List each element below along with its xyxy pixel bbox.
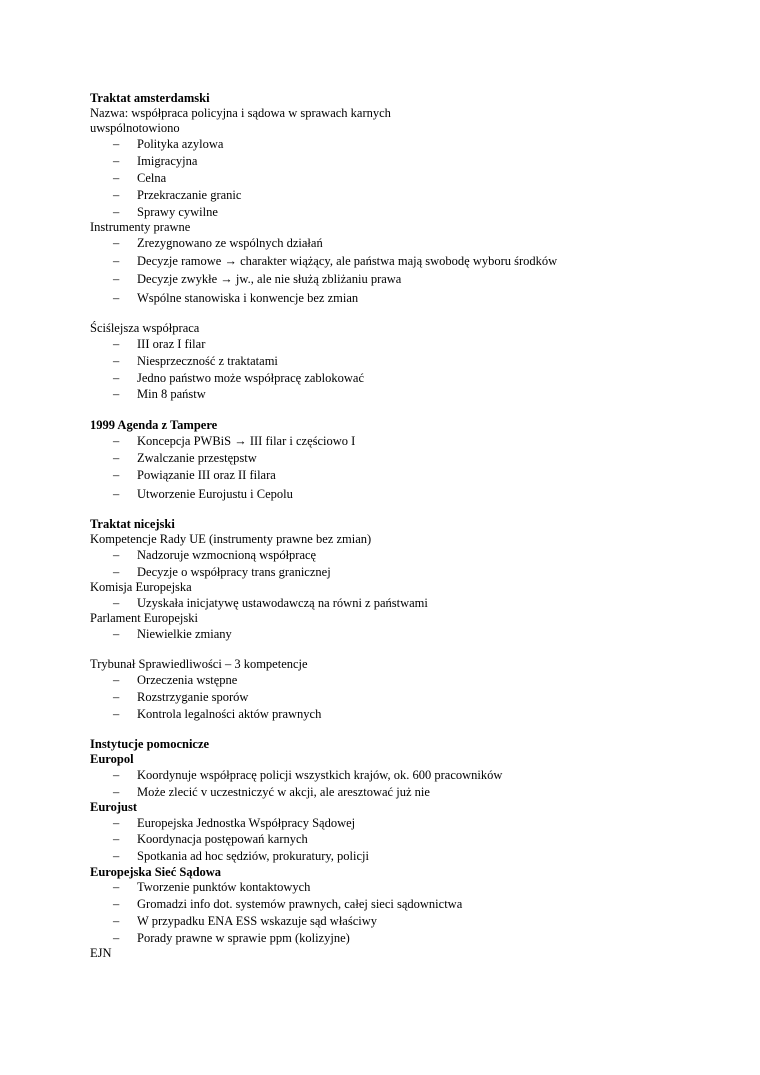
bullet-item: – Min 8 państw xyxy=(113,387,206,401)
bullet-item: – Koordynuje współpracę policji wszystkich krajów, ok. 600 pracowników xyxy=(113,768,503,782)
text-line: EJN xyxy=(90,946,112,960)
text-line: Ściślejsza współpraca xyxy=(90,321,200,335)
bullet-item: – W przypadku ENA ESS wskazuje sąd właściwy xyxy=(113,914,378,928)
text-line: Kompetencje Rady UE (instrumenty prawne bez zmian) xyxy=(90,532,372,546)
bullet-item: – Rozstrzyganie sporów xyxy=(113,690,249,704)
bullet-item: – Niesprzeczność z traktatami xyxy=(113,354,278,368)
bullet-item: – Kontrola legalności aktów prawnych xyxy=(113,707,322,721)
bullet-item: – III oraz I filar xyxy=(113,337,206,351)
text-line: Trybunał Sprawiedliwości – 3 kompetencje xyxy=(90,657,308,671)
bullet-item: – Tworzenie punktów kontaktowych xyxy=(113,880,311,894)
bullet-item: – Polityka azylowa xyxy=(113,137,224,151)
bullet-item: – Zwalczanie przestępstw xyxy=(113,451,257,465)
heading-eurojust: Eurojust xyxy=(90,800,138,814)
text-line: Instrumenty prawne xyxy=(90,220,191,234)
bullet-item: – Wspólne stanowiska i konwencje bez zmian xyxy=(113,291,359,305)
bullet-item: – Niewielkie zmiany xyxy=(113,627,232,641)
text-line: Komisja Europejska xyxy=(90,580,192,594)
bullet-item: – Zrezygnowano ze wspólnych działań xyxy=(113,236,323,250)
heading-europejska-siec-sadowa: Europejska Sieć Sądowa xyxy=(90,865,222,879)
bullet-item: – Decyzje ramowe → charakter wiążący, ale państwa mają swobodę wyboru środków xyxy=(113,254,558,268)
bullet-item: – Koncepcja PWBiS → III filar i częściowo I xyxy=(113,434,356,448)
bullet-item: – Celna xyxy=(113,171,167,185)
text-line: Nazwa: współpraca policyjna i sądowa w sprawach karnych xyxy=(90,106,391,120)
bullet-item: – Uzyskała inicjatywę ustawodawczą na równi z państwami xyxy=(113,596,428,610)
bullet-item: – Koordynacja postępowań karnych xyxy=(113,832,308,846)
text-line: Parlament Europejski xyxy=(90,611,198,625)
bullet-item: – Gromadzi info dot. systemów prawnych, całej sieci sądownictwa xyxy=(113,897,463,911)
heading-traktat-nicejski: Traktat nicejski xyxy=(90,517,175,531)
bullet-item: – Europejska Jednostka Współpracy Sądowej xyxy=(113,816,356,830)
bullet-item: – Sprawy cywilne xyxy=(113,205,218,219)
bullet-item: – Jedno państwo może współpracę zablokować xyxy=(113,371,365,385)
heading-traktat-amsterdamski: Traktat amsterdamski xyxy=(90,91,210,105)
bullet-item: – Imigracyjna xyxy=(113,154,198,168)
heading-instytucje-pomocnicze: Instytucje pomocnicze xyxy=(90,737,210,751)
bullet-item: – Przekraczanie granic xyxy=(113,188,242,202)
bullet-item: – Powiązanie III oraz II filara xyxy=(113,468,276,482)
text-line: uwspólnotowiono xyxy=(90,121,180,135)
heading-europol: Europol xyxy=(90,752,134,766)
bullet-item: – Utworzenie Eurojustu i Cepolu xyxy=(113,487,293,501)
bullet-item: – Decyzje o współpracy trans granicznej xyxy=(113,565,331,579)
heading-agenda-tampere: 1999 Agenda z Tampere xyxy=(90,418,218,432)
bullet-item: – Porady prawne w sprawie ppm (kolizyjne) xyxy=(113,931,350,945)
bullet-item: – Może zlecić v uczestniczyć w akcji, ale aresztować już nie xyxy=(113,785,430,799)
bullet-item: – Orzeczenia wstępne xyxy=(113,673,238,687)
bullet-item: – Decyzje zwykłe → jw., ale nie służą zbliżaniu prawa xyxy=(113,272,402,286)
bullet-item: – Nadzoruje wzmocnioną współpracę xyxy=(113,548,317,562)
bullet-item: – Spotkania ad hoc sędziów, prokuratury, policji xyxy=(113,849,370,863)
